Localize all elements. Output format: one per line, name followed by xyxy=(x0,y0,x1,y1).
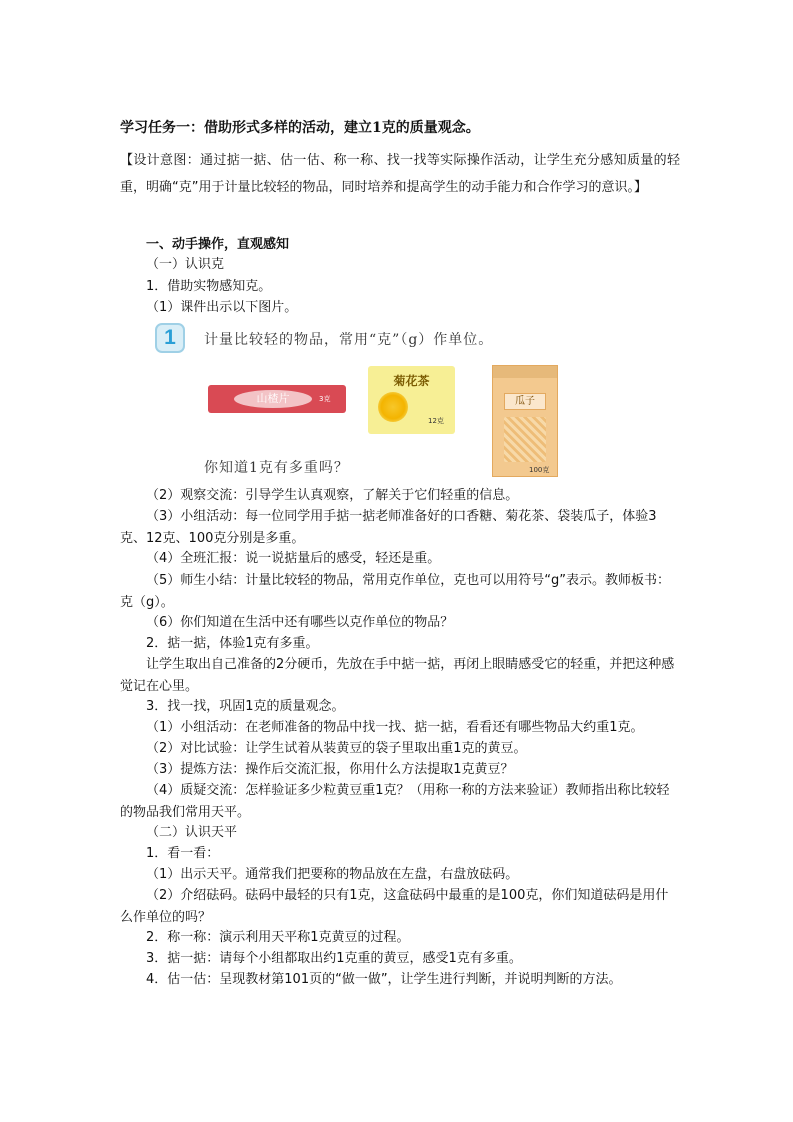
chrysanthemum-weight: 12克 xyxy=(428,417,444,425)
step-1-5: （5）师生小结：计量比较轻的物品，常用克作单位，克也可以用符号“g”表示。教师板书：克（g）。 xyxy=(120,573,670,610)
balance-step-4: 4．估一估：呈现教材第101页的“做一做”，让学生进行判断，并说明判断的方法。 xyxy=(146,972,622,987)
hawthorn-label: 山楂片 xyxy=(256,392,290,405)
step-1: 1．借助实物感知克。 xyxy=(146,279,272,294)
seeds-label: 瓜子 xyxy=(504,393,546,410)
balance-step-2: 2．称一称：演示利用天平称1克黄豆的过程。 xyxy=(146,930,410,945)
step-3-2: （2）对比试验：让学生试着从装黄豆的袋子里取出重1克的黄豆。 xyxy=(146,741,527,756)
balance-step-1: 1．看一看： xyxy=(146,846,220,861)
step-3: 3．找一找，巩固1克的质量观念。 xyxy=(146,699,345,714)
task-title: 学习任务一：借助形式多样的活动，建立1克的质量观念。 xyxy=(120,120,480,136)
step-2: 2．掂一掂，体验1克有多重。 xyxy=(146,636,319,651)
flower-icon xyxy=(378,392,408,422)
step-1-1: （1）课件出示以下图片。 xyxy=(146,300,298,315)
sunflower-seeds-bag xyxy=(492,365,558,477)
figure-question: 你知道1克有多重吗？ xyxy=(204,460,349,476)
chrysanthemum-label: 菊花茶 xyxy=(393,374,430,388)
balance-step-1-2: （2）介绍砝码。砝码中最轻的只有1克，这盒砝码中最重的是100克，你们知道砝码是用什么作单位的吗？ xyxy=(120,888,669,925)
design-intent: 【设计意图：通过掂一掂、估一估、称一称、找一找等实际操作活动，让学生充分感知质量的轻重，明确“克”用于计量比较轻的物品，同时培养和提高学生的动手能力和合作学习的意识。】 xyxy=(120,153,680,195)
subsection-heading: （一）认识克 xyxy=(146,257,225,272)
step-1-3: （3）小组活动：每一位同学用手掂一掂老师准备好的口香糖、菊花茶、袋装瓜子，体验3克、12克、100克分别是多重。 xyxy=(120,509,657,546)
step-1-4: （4）全班汇报：说一说掂量后的感受，轻还是重。 xyxy=(146,551,441,566)
step-3-3: （3）提炼方法：操作后交流汇报，你用什么方法提取1克黄豆？ xyxy=(146,762,514,777)
subsection-heading-2: （二）认识天平 xyxy=(146,825,238,840)
step-3-1: （1）小组活动：在老师准备的物品中找一找、掂一掂，看看还有哪些物品大约重1克。 xyxy=(146,720,644,735)
hawthorn-snack-package xyxy=(208,385,346,413)
section-heading: 一、动手操作，直观感知 xyxy=(146,237,290,252)
seeds-window-icon xyxy=(504,417,546,462)
step-1-2: （2）观察交流：引导学生认真观察，了解关于它们轻重的信息。 xyxy=(146,488,519,503)
chrysanthemum-tea-package xyxy=(368,366,455,434)
figure-lead-text: 计量比较轻的物品，常用“克”（g）作单位。 xyxy=(204,332,494,348)
example-number-badge: 1 xyxy=(155,323,185,353)
balance-step-1-1: （1）出示天平。通常我们把要称的物品放在左盘，右盘放砝码。 xyxy=(146,867,519,882)
hawthorn-weight: 3克 xyxy=(319,395,331,403)
step-1-6: （6）你们知道在生活中还有哪些以克作单位的物品？ xyxy=(146,615,454,630)
balance-step-3: 3．掂一掂：请每个小组都取出约1克重的黄豆，感受1克有多重。 xyxy=(146,951,522,966)
step-3-4: （4）质疑交流：怎样验证多少粒黄豆重1克？（用称一称的方法来验证）教师指出称比较轻的物品我们常用天平。 xyxy=(120,783,670,820)
step-2-text: 让学生取出自己准备的2分硬币，先放在手中掂一掂，再闭上眼睛感受它的轻重，并把这种感觉记在心里。 xyxy=(120,657,675,694)
seeds-weight: 100克 xyxy=(529,466,550,474)
